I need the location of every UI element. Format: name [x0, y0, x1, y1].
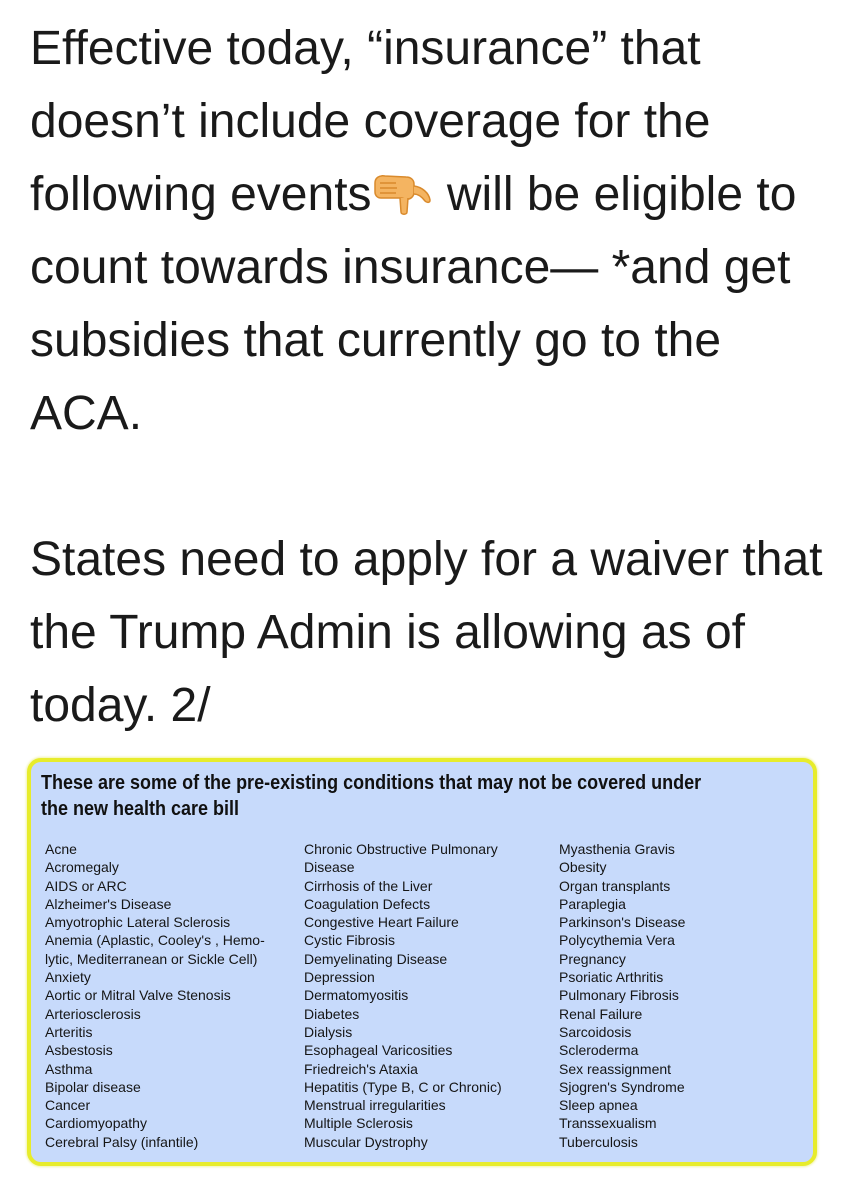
- condition-item: Organ transplants: [559, 877, 671, 894]
- condition-item: Cirrhosis of the Liver: [304, 877, 433, 894]
- condition-item: Polycythemia Vera: [559, 932, 675, 949]
- condition-item: Cerebral Palsy (infantile): [45, 1133, 199, 1150]
- post-paragraph-1-before-emoji: Effective today, “insurance” that doesn’t include coverage for the following events: [30, 22, 711, 221]
- condition-item: Aortic or Mitral Valve Stenosis: [45, 987, 231, 1004]
- post-paragraph-2: States need to apply for a waiver that the Trump Admin is allowing as of today. 2/: [30, 533, 823, 732]
- condition-item: Renal Failure: [559, 1005, 643, 1022]
- pre-existing-conditions-card: [27, 758, 817, 1166]
- condition-item: Congestive Heart Failure: [304, 914, 459, 931]
- condition-item: Bipolar disease: [45, 1078, 141, 1095]
- condition-item: Asthma: [45, 1060, 93, 1077]
- post-body: [30, 12, 830, 742]
- condition-item: lytic, Mediterranean or Sickle Cell): [45, 950, 258, 967]
- condition-item: Obesity: [559, 859, 607, 876]
- condition-item: Disease: [304, 859, 355, 876]
- condition-item: Chronic Obstructive Pulmonary: [304, 841, 498, 857]
- condition-item: Hepatitis (Type B, C or Chronic): [304, 1078, 502, 1095]
- condition-item: Demyelinating Disease: [304, 950, 448, 967]
- condition-item: Sjogren's Syndrome: [559, 1078, 685, 1095]
- condition-item: Esophageal Varicosities: [304, 1042, 453, 1059]
- condition-item: Asbestosis: [45, 1042, 113, 1059]
- condition-item: Arteritis: [45, 1023, 93, 1040]
- condition-item: Friedreich's Ataxia: [304, 1060, 418, 1077]
- condition-item: Dialysis: [304, 1023, 353, 1040]
- conditions-column-1: [45, 840, 265, 1151]
- condition-item: Pregnancy: [559, 950, 626, 967]
- conditions-column-2: [304, 840, 502, 1151]
- condition-item: Cardiomyopathy: [45, 1115, 147, 1132]
- condition-item: Myasthenia Gravis: [559, 841, 675, 857]
- condition-item: Paraplegia: [559, 895, 626, 912]
- condition-item: Scleroderma: [559, 1042, 639, 1059]
- condition-item: Pulmonary Fibrosis: [559, 987, 679, 1004]
- condition-item: Sleep apnea: [559, 1097, 638, 1114]
- condition-item: Sarcoidosis: [559, 1023, 632, 1040]
- condition-item: Dermatomyositis: [304, 987, 409, 1004]
- condition-item: Muscular Dystrophy: [304, 1133, 428, 1150]
- backhand-index-pointing-down-icon: [372, 164, 434, 208]
- condition-item: Multiple Sclerosis: [304, 1115, 413, 1132]
- condition-item: Anemia (Aplastic, Cooley's , Hemo-: [45, 932, 265, 949]
- condition-item: Diabetes: [304, 1005, 360, 1022]
- condition-item: Sex reassignment: [559, 1060, 672, 1077]
- condition-item: Depression: [304, 969, 375, 986]
- condition-item: Transsexualism: [559, 1115, 657, 1132]
- condition-item: Menstrual irregularities: [304, 1097, 446, 1114]
- condition-item: Arteriosclerosis: [45, 1005, 141, 1022]
- condition-item: Anxiety: [45, 969, 91, 986]
- condition-item: Cancer: [45, 1097, 91, 1114]
- post-paragraph-1: [30, 12, 830, 450]
- condition-item: AIDS or ARC: [45, 877, 127, 894]
- condition-item: Acromegaly: [45, 859, 119, 876]
- condition-item: Acne: [45, 841, 77, 857]
- condition-item: Psoriatic Arthritis: [559, 969, 664, 986]
- condition-item: Amyotrophic Lateral Sclerosis: [45, 914, 231, 931]
- condition-item: Cystic Fibrosis: [304, 932, 396, 949]
- conditions-column-3: [559, 840, 685, 1151]
- condition-item: Coagulation Defects: [304, 895, 431, 912]
- condition-item: Alzheimer's Disease: [45, 895, 172, 912]
- card-heading: These are some of the pre-existing conditions that may not be covered under the new health care bill: [41, 772, 702, 820]
- condition-item: Tuberculosis: [559, 1133, 638, 1150]
- condition-item: Parkinson's Disease: [559, 914, 686, 931]
- post-paragraph-1-after-emoji: will be eligible to count towards insurance— *and get subsidies that currently go to the ACA.: [30, 168, 797, 440]
